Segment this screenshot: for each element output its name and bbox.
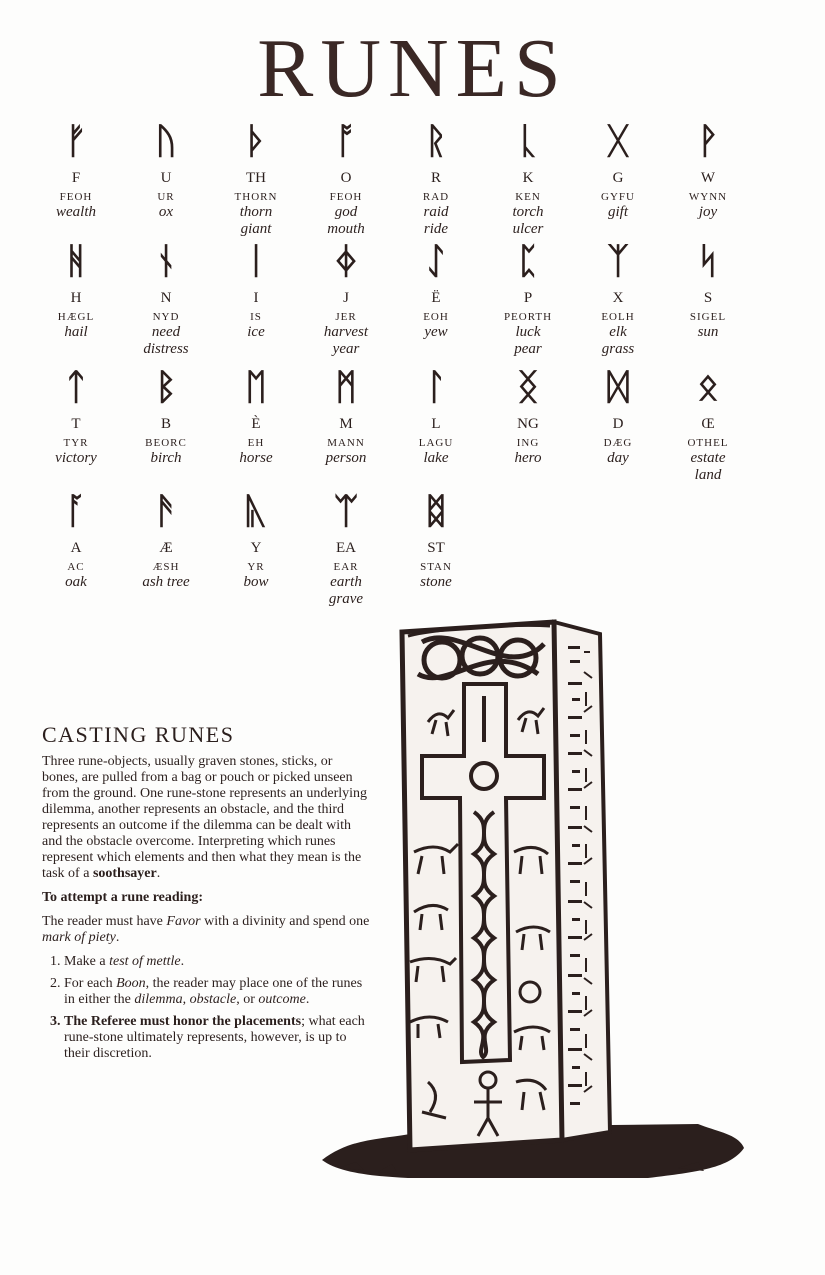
rune-cell: [210, 120, 302, 238]
rune-meaning: gift: [607, 204, 628, 220]
rune-glyph: ᛄ: [335, 241, 357, 282]
rune-letter: ST: [427, 540, 445, 556]
rune-glyph: ᚩ: [335, 121, 357, 162]
rune-letter: J: [343, 290, 349, 306]
rune-grid: [30, 120, 800, 620]
rune-letter: S: [703, 290, 713, 306]
rune-name: BEORC: [145, 437, 187, 449]
rune-glyph: ᛋ: [697, 241, 719, 282]
rune-letter: U: [160, 170, 172, 186]
rune-meaning: day: [607, 450, 629, 466]
rune-glyph: ᛥ: [425, 491, 447, 532]
rune-glyph: ᚫ: [155, 491, 177, 532]
rune-name: ING: [516, 437, 540, 449]
rune-letter: M: [339, 416, 353, 432]
rune-meaning: ice: [247, 324, 265, 340]
rune-meaning: grass: [601, 341, 635, 357]
casting-step-2: 2. For each Boon, the reader may place one of the runes in either the dilemma, obstacle, or outcome.: [64, 976, 370, 1008]
rune-meaning: grave: [328, 591, 364, 607]
casting-subheading: To attempt a rune reading:: [42, 890, 203, 905]
rune-letter: F: [71, 170, 81, 186]
rune-cell: [482, 240, 574, 358]
rune-meaning: lake: [423, 450, 449, 466]
rune-cell: [300, 120, 392, 238]
rune-name: EAR: [333, 561, 359, 573]
rune-cell: [572, 366, 664, 467]
rune-cell: [120, 120, 212, 221]
rune-letter: È: [251, 416, 261, 432]
rune-name: EH: [247, 437, 265, 449]
rune-meaning: mouth: [327, 221, 365, 237]
rune-name: KEN: [515, 191, 541, 203]
rune-name: FEOH: [329, 191, 363, 203]
rune-meaning: luck: [515, 324, 541, 340]
rune-letter: EA: [336, 540, 356, 556]
rune-cell: [210, 240, 302, 341]
rune-glyph: ᛁ: [245, 241, 267, 282]
rune-meaning: joy: [698, 204, 718, 220]
rune-glyph: ᛠ: [335, 491, 357, 532]
rune-name: OTHEL: [687, 437, 729, 449]
rune-name: EOLH: [601, 311, 635, 323]
rune-letter: Y: [250, 540, 262, 556]
rune-glyph: ᛈ: [517, 241, 539, 282]
rune-meaning: year: [332, 341, 360, 357]
rune-letter: H: [70, 290, 82, 306]
rune-meaning: raid: [423, 204, 449, 220]
rune-glyph: ᚻ: [65, 241, 87, 282]
rune-glyph: ᛟ: [697, 367, 719, 408]
rune-letter: W: [700, 170, 716, 186]
rune-meaning: god: [334, 204, 358, 220]
rune-meaning: sun: [697, 324, 719, 340]
rune-name: EOH: [423, 311, 449, 323]
carved-rune-stone-icon: [318, 612, 748, 1192]
rune-name: SIGEL: [689, 311, 727, 323]
rune-meaning: ox: [158, 204, 174, 220]
rune-glyph: ᚣ: [245, 491, 267, 532]
rune-letter: B: [160, 416, 171, 432]
rune-cell: [300, 240, 392, 358]
rune-cell: [390, 490, 482, 591]
rune-meaning: elk: [609, 324, 627, 340]
rune-meaning: horse: [239, 450, 273, 466]
rune-cell: [30, 490, 122, 591]
rune-name: UR: [157, 191, 175, 203]
rune-letter: X: [612, 290, 624, 306]
rune-cell: [30, 366, 122, 467]
rune-letter: Æ: [159, 540, 173, 556]
rune-letter: A: [70, 540, 82, 556]
rune-glyph: ᚷ: [607, 121, 629, 162]
rune-cell: [120, 240, 212, 358]
rune-glyph: ᛒ: [155, 367, 177, 408]
rune-cell: [482, 120, 574, 238]
rune-meaning: need: [151, 324, 181, 340]
rune-meaning: yew: [424, 324, 448, 340]
casting-requirement: The reader must have Favor with a divinity and spend one mark of piety.: [42, 914, 370, 945]
rune-cell: [120, 366, 212, 467]
rune-letter: N: [160, 290, 172, 306]
rune-letter: G: [612, 170, 624, 186]
rune-letter: NG: [517, 416, 539, 432]
rune-glyph: ᛇ: [425, 241, 447, 282]
rune-glyph: ᛗ: [335, 367, 357, 408]
rune-letter: P: [523, 290, 533, 306]
rune-name: ÆSH: [152, 561, 180, 573]
rune-cell: [120, 490, 212, 591]
rune-meaning: thorn: [239, 204, 273, 220]
rune-meaning: victory: [55, 450, 97, 466]
rune-cell: [30, 120, 122, 221]
rune-glyph: ᛝ: [517, 367, 539, 408]
rune-meaning: person: [325, 450, 367, 466]
rune-glyph: ᚱ: [425, 121, 447, 162]
rune-name: AC: [67, 561, 85, 573]
rune-name: TYR: [63, 437, 89, 449]
rune-meaning: ash tree: [142, 574, 190, 590]
rune-meaning: hail: [64, 324, 88, 340]
casting-intro: Three rune-objects, usually graven stones, sticks, or bones, are pulled from a bag or pouch or picked unseen from the ground. One rune-stone represents an underlying dilemma, another represents an obstacle, and the third represents an outcome if the dilemma can be dealt with and the obstacle overcome. Interpreting which runes represent which elements and then what they mean is the task of a soothsayer.: [42, 754, 368, 881]
rune-name: THORN: [234, 191, 278, 203]
rune-cell: [662, 366, 754, 484]
rune-glyph: ᛖ: [245, 367, 267, 408]
rune-letter: O: [340, 170, 352, 186]
rune-name: JER: [335, 311, 357, 323]
rune-name: RAD: [422, 191, 450, 203]
rune-cell: [572, 240, 664, 358]
rune-meaning: birch: [150, 450, 182, 466]
rune-cell: [210, 490, 302, 591]
rune-meaning: ride: [423, 221, 449, 237]
rune-meaning: wealth: [56, 204, 96, 220]
rune-name: FEOH: [59, 191, 93, 203]
rune-glyph: ᚠ: [65, 121, 87, 162]
rune-name: DÆG: [603, 437, 633, 449]
casting-heading: CASTING RUNES: [42, 722, 235, 747]
rune-letter: R: [430, 170, 441, 186]
rune-cell: [390, 240, 482, 341]
rune-meaning: distress: [143, 341, 189, 357]
rune-cell: [210, 366, 302, 467]
rune-name: PEORTH: [503, 311, 553, 323]
rune-meaning: harvest: [323, 324, 369, 340]
rune-cell: [390, 366, 482, 467]
rune-name: GYFU: [601, 191, 635, 203]
rune-meaning: oak: [65, 574, 87, 590]
rune-name: LAGU: [418, 437, 454, 449]
rune-meaning: estate: [690, 450, 726, 466]
rune-cell: [300, 490, 392, 608]
rune-glyph: ᚪ: [65, 491, 87, 532]
rune-name: IS: [250, 311, 262, 323]
rune-letter: TH: [246, 170, 266, 186]
rune-glyph: ᚳ: [517, 121, 539, 162]
rune-letter: Œ: [701, 416, 715, 432]
rune-meaning: bow: [243, 574, 269, 590]
rune-cell: [662, 120, 754, 221]
rune-glyph: ᛚ: [425, 367, 447, 408]
rune-meaning: stone: [420, 574, 452, 590]
rune-glyph: ᚦ: [245, 121, 267, 162]
rune-cell: [300, 366, 392, 467]
rune-meaning: ulcer: [512, 221, 544, 237]
rune-name: STAN: [420, 561, 452, 573]
rune-meaning: pear: [514, 341, 542, 357]
rune-cell: [572, 120, 664, 221]
rune-name: HÆGL: [57, 311, 95, 323]
rune-meaning: earth: [330, 574, 362, 590]
casting-step-1: 1. Make a test of mettle.: [64, 954, 370, 970]
rune-meaning: giant: [240, 221, 272, 237]
rune-glyph: ᛏ: [65, 367, 87, 408]
rune-meaning: land: [694, 467, 722, 483]
casting-step-3: 3. The Referee must honor the placements; what each rune-stone ultimately represents, however, is up to their discretion.: [64, 1014, 370, 1062]
rune-letter: D: [612, 416, 624, 432]
rune-cell: [30, 240, 122, 341]
rune-meaning: hero: [514, 450, 542, 466]
rune-letter: Ë: [431, 290, 441, 306]
rune-glyph: ᚹ: [697, 121, 719, 162]
rune-letter: T: [71, 416, 81, 432]
page-title: RUNES: [257, 22, 568, 115]
rune-name: YR: [247, 561, 265, 573]
rune-letter: K: [522, 170, 534, 186]
rune-letter: L: [431, 416, 441, 432]
rune-name: WYNN: [688, 191, 728, 203]
rune-glyph: ᚾ: [155, 241, 177, 282]
rune-cell: [662, 240, 754, 341]
rune-meaning: torch: [512, 204, 544, 220]
rune-glyph: ᛞ: [607, 367, 629, 408]
rune-name: MANN: [327, 437, 365, 449]
rune-cell: [482, 366, 574, 467]
rune-letter: I: [253, 290, 259, 306]
rune-cell: [390, 120, 482, 238]
rune-glyph: ᛉ: [607, 241, 629, 282]
rune-name: NYD: [152, 311, 180, 323]
rune-glyph: ᚢ: [155, 121, 177, 162]
